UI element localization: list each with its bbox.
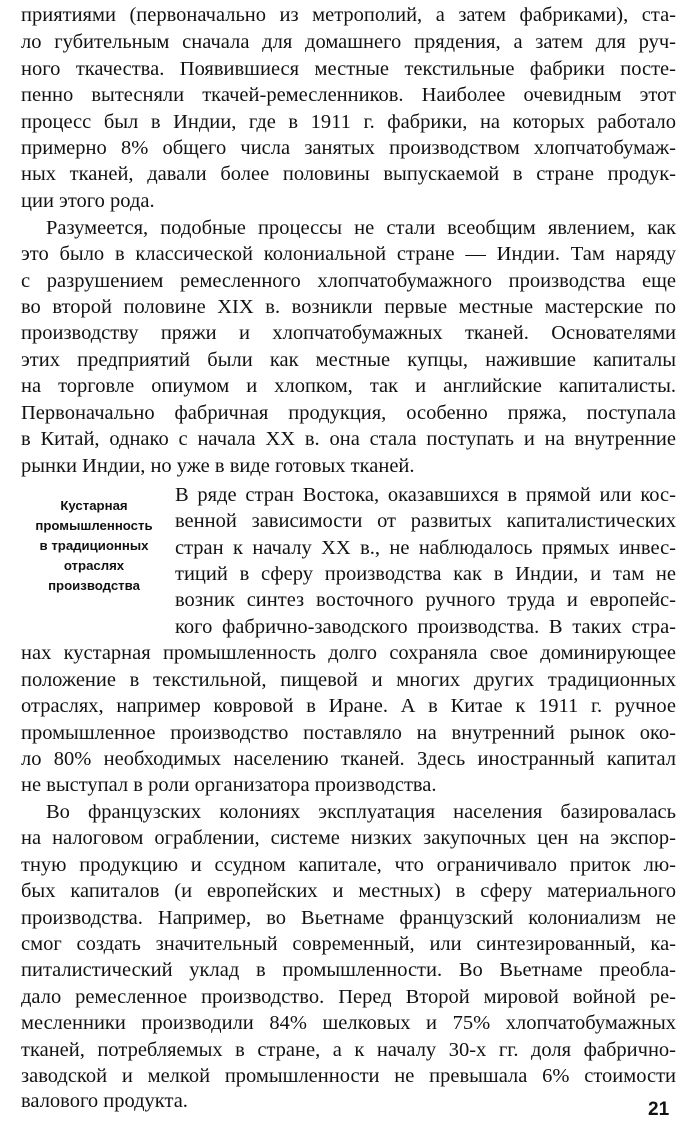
side-heading-line: в традиционных [39,538,149,553]
text-line: кого фабрично-заводского производства. В таких стра- [175,616,676,638]
text-line: ции этого рода. [21,190,155,212]
text-line: тную продукцию и ссудном капитале, что ограничивало приток лю- [21,854,676,876]
text-line: Разумеется, подобные процессы не стали всеобщим явлением, как [46,217,676,239]
side-heading-line: промышленность [35,518,153,533]
text-line: на торговле опиумом и хлопком, так и английские капиталисты. [21,375,676,397]
text-line: приятиями (первоначально из метрополий, а затем фабриками), ста- [21,4,676,26]
text-line: бых капиталов (и европейских и местных) в сферу материального [21,880,676,902]
text-line: Первоначально фабричная продукция, особенно пряжа, поступала [21,402,676,424]
text-line: с разрушением ремесленного хлопчатобумажного производства еще [21,270,676,292]
text-line: производства. Например, во Вьетнаме французский колониализм не [21,907,676,929]
side-heading [14,496,174,596]
text-line: ных тканей, давали более половины выпускаемой в стране продук- [21,163,676,185]
text-line: валового продукта. [21,1090,188,1112]
side-heading-line: производства [48,578,140,593]
side-heading-line: отраслях [63,558,125,573]
text-line: примерно 8% общего числа занятых производством хлопчатобумаж- [21,137,676,159]
text-line: нах кустарная промышленность долго сохраняла свое доминирующее [21,642,676,664]
text-line: Во французских колониях эксплуатация населения базировалась [46,801,676,823]
text-line: смог создать значительный современный, или синтезированный, ка- [21,933,676,955]
text-line: дало ремесленное производство. Перед Второй мировой войной ре- [21,986,676,1008]
text-line: питалистический уклад в промышленности. Во Вьетнаме преобла- [21,959,676,981]
text-line: стран к началу XX в., не наблюдалось прямых инвес- [175,537,676,559]
text-line: месленники производили 84% шелковых и 75% хлопчатобумажных [21,1012,676,1034]
text-line: тиций в сферу производства как в Индии, и там не [175,563,676,585]
text-line: пенно вытесняли ткачей-ремесленников. Наиболее очевидным этот [21,84,676,106]
text-line: тканей, потребляемых в стране, а к началу 30-х гг. доля фабрично- [21,1039,676,1061]
text-line: отраслях, например ковровой в Иране. А в Китае к 1911 г. ручное [21,695,676,717]
text-line: это было в классической колониальной стране — Индии. Там наряду [21,243,676,265]
text-line: венной зависимости от развитых капиталистических [175,510,676,532]
text-line: не выступал в роли организатора производства. [21,774,437,796]
text-line: ло губительным сначала для домашнего прядения, а затем для руч- [21,31,676,53]
text-line: положение в текстильной, пищевой и многих других традиционных [21,669,676,691]
text-line: промышленное производство поставляло на внутренний рынок око- [21,722,676,744]
page-number: 21 [648,1099,670,1120]
text-line: возник синтез восточного ручного труда и европейс- [175,589,676,611]
text-line: рынки Индии, но уже в виде готовых тканей. [21,455,415,477]
text-line: в Китай, однако с начала XX в. она стала поступать и на внутренние [21,428,676,450]
text-line: этих предприятий были как местные купцы, нажившие капиталы [21,349,676,371]
text-line: заводской и мелкой промышленности не превышала 6% стоимости [21,1065,676,1087]
text-line: во второй половине XIX в. возникли первые местные мастерские по [21,296,676,318]
text-line: ло 80% необходимых населению тканей. Здесь иностранный капитал [21,748,676,770]
text-line: В ряде стран Востока, оказавшихся в прямой или кос- [175,484,676,506]
text-line: на налоговом ограблении, системе низких закупочных цен на экспор- [21,827,676,849]
text-line: производству пряжи и хлопчатобумажных тканей. Основателями [21,322,676,344]
text-line: ного ткачества. Появившиеся местные текстильные фабрики посте- [21,58,676,80]
text-line: процесс был в Индии, где в 1911 г. фабрики, на которых работало [21,111,676,133]
side-heading-line: Кустарная [60,498,128,513]
